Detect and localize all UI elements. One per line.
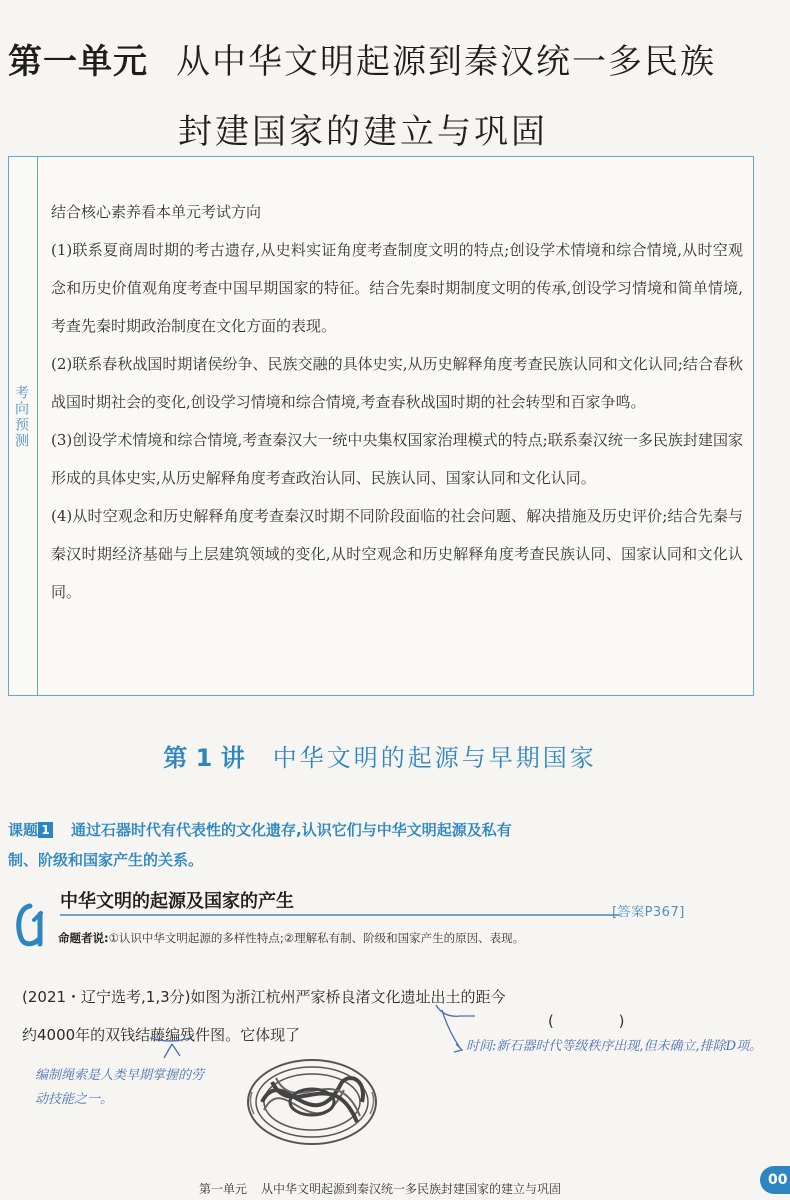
knot-artifact-image (242, 1052, 382, 1150)
topic-label: 课题 (8, 821, 39, 839)
forecast-item-3: (3)创设学术情境和综合情境,考查秦汉大一统中央集权国家治理模式的特点;联系秦汉统一多民族封建国家形成的具体史实,从历史解释角度考查政治认同、民族认同、国家认同和文化认同。 (51, 431, 743, 487)
c1-icon (12, 900, 50, 950)
answer-reference: [答案P367] (612, 905, 685, 920)
forecast-box (8, 156, 754, 696)
forecast-sidebar (9, 157, 38, 695)
forecast-item-2: (2)联系春秋战国时期诸侯纷争、民族交融的具体史实,从历史解释角度考查民族认同和文化认同;结合春秋战国时期社会的变化,创设学习情境和综合情境,考查春秋战国时期的社会转型和百家争鸣。 (51, 355, 743, 411)
note-left: 编制绳索是人类早期掌握的劳动技能之一。 (35, 1068, 205, 1107)
section-title: 中华文明的起源及国家的产生 (60, 891, 294, 912)
desc-label: 命题者说: (58, 931, 109, 945)
topic-text-line1: 通过石器时代有代表性的文化遗存,认识它们与中华文明起源及私有 (71, 821, 512, 839)
lecture-title: 中华文明的起源与早期国家 (272, 744, 597, 772)
forecast-item-4: (4)从时空观念和历史解释角度考查秦汉时期不同阶段面临的社会问题、解决措施及历史评价;结合先秦与秦汉时期经济基础与上层建筑领域的变化,从时空观念和历史解释角度考查民族认同、国家认同和文化认同。 (51, 507, 743, 601)
unit-label: 第一单元 (8, 42, 148, 82)
note-right: 时间:新石器时代等级秩序出现,但未确立,排除D项。 (466, 1039, 763, 1054)
question-source: (2021・辽宁选考,1,3分) (22, 988, 191, 1006)
footer-unit: 第一单元 (198, 1182, 247, 1196)
footer-title: 从中华文明起源到秦汉统一多民族封建国家的建立与巩固 (261, 1182, 562, 1196)
unit-heading (8, 34, 783, 94)
forecast-intro: 结合核心素养看本单元考试方向 (51, 203, 262, 221)
section-divider (60, 914, 620, 916)
question-line2: 约4000年的双钱结藤编残件图。它体现了 (22, 1026, 301, 1044)
page-number-badge: 00 (760, 1166, 790, 1194)
topic-block (8, 815, 648, 875)
lecture-label: 第 1 讲 (163, 744, 245, 772)
unit-title-line1: 从中华文明起源到秦汉统一多民族 (176, 42, 716, 82)
section-description (58, 930, 524, 946)
forecast-content (51, 193, 743, 611)
topic-number-badge: 1 (38, 822, 53, 838)
answer-blank: ( ) (548, 1012, 655, 1030)
question-line1: 如图为浙江杭州严家桥良渚文化遗址出土的距今 (190, 988, 506, 1006)
desc-text: ①认识中华文明起源的多样性特点;②理解私有制、阶级和国家产生的原因、表现。 (108, 931, 525, 945)
forecast-side-label: 考向预测 (13, 385, 29, 449)
forecast-item-1: (1)联系夏商周时期的考古遗存,从史料实证角度考查制度文明的特点;创设学术情境和综合情境,从时空观念和历史价值观角度考查中国早期国家的特征。结合先秦时期制度文明的传承,创设学习情境和简单情境,考查先秦时期政治制度在文化方面的表现。 (51, 241, 743, 335)
page-footer (0, 1180, 760, 1197)
topic-text-line2: 制、阶级和国家产生的关系。 (8, 851, 204, 869)
unit-title-line2: 封建国家的建立与巩固 (178, 112, 548, 152)
lecture-heading (0, 738, 760, 773)
